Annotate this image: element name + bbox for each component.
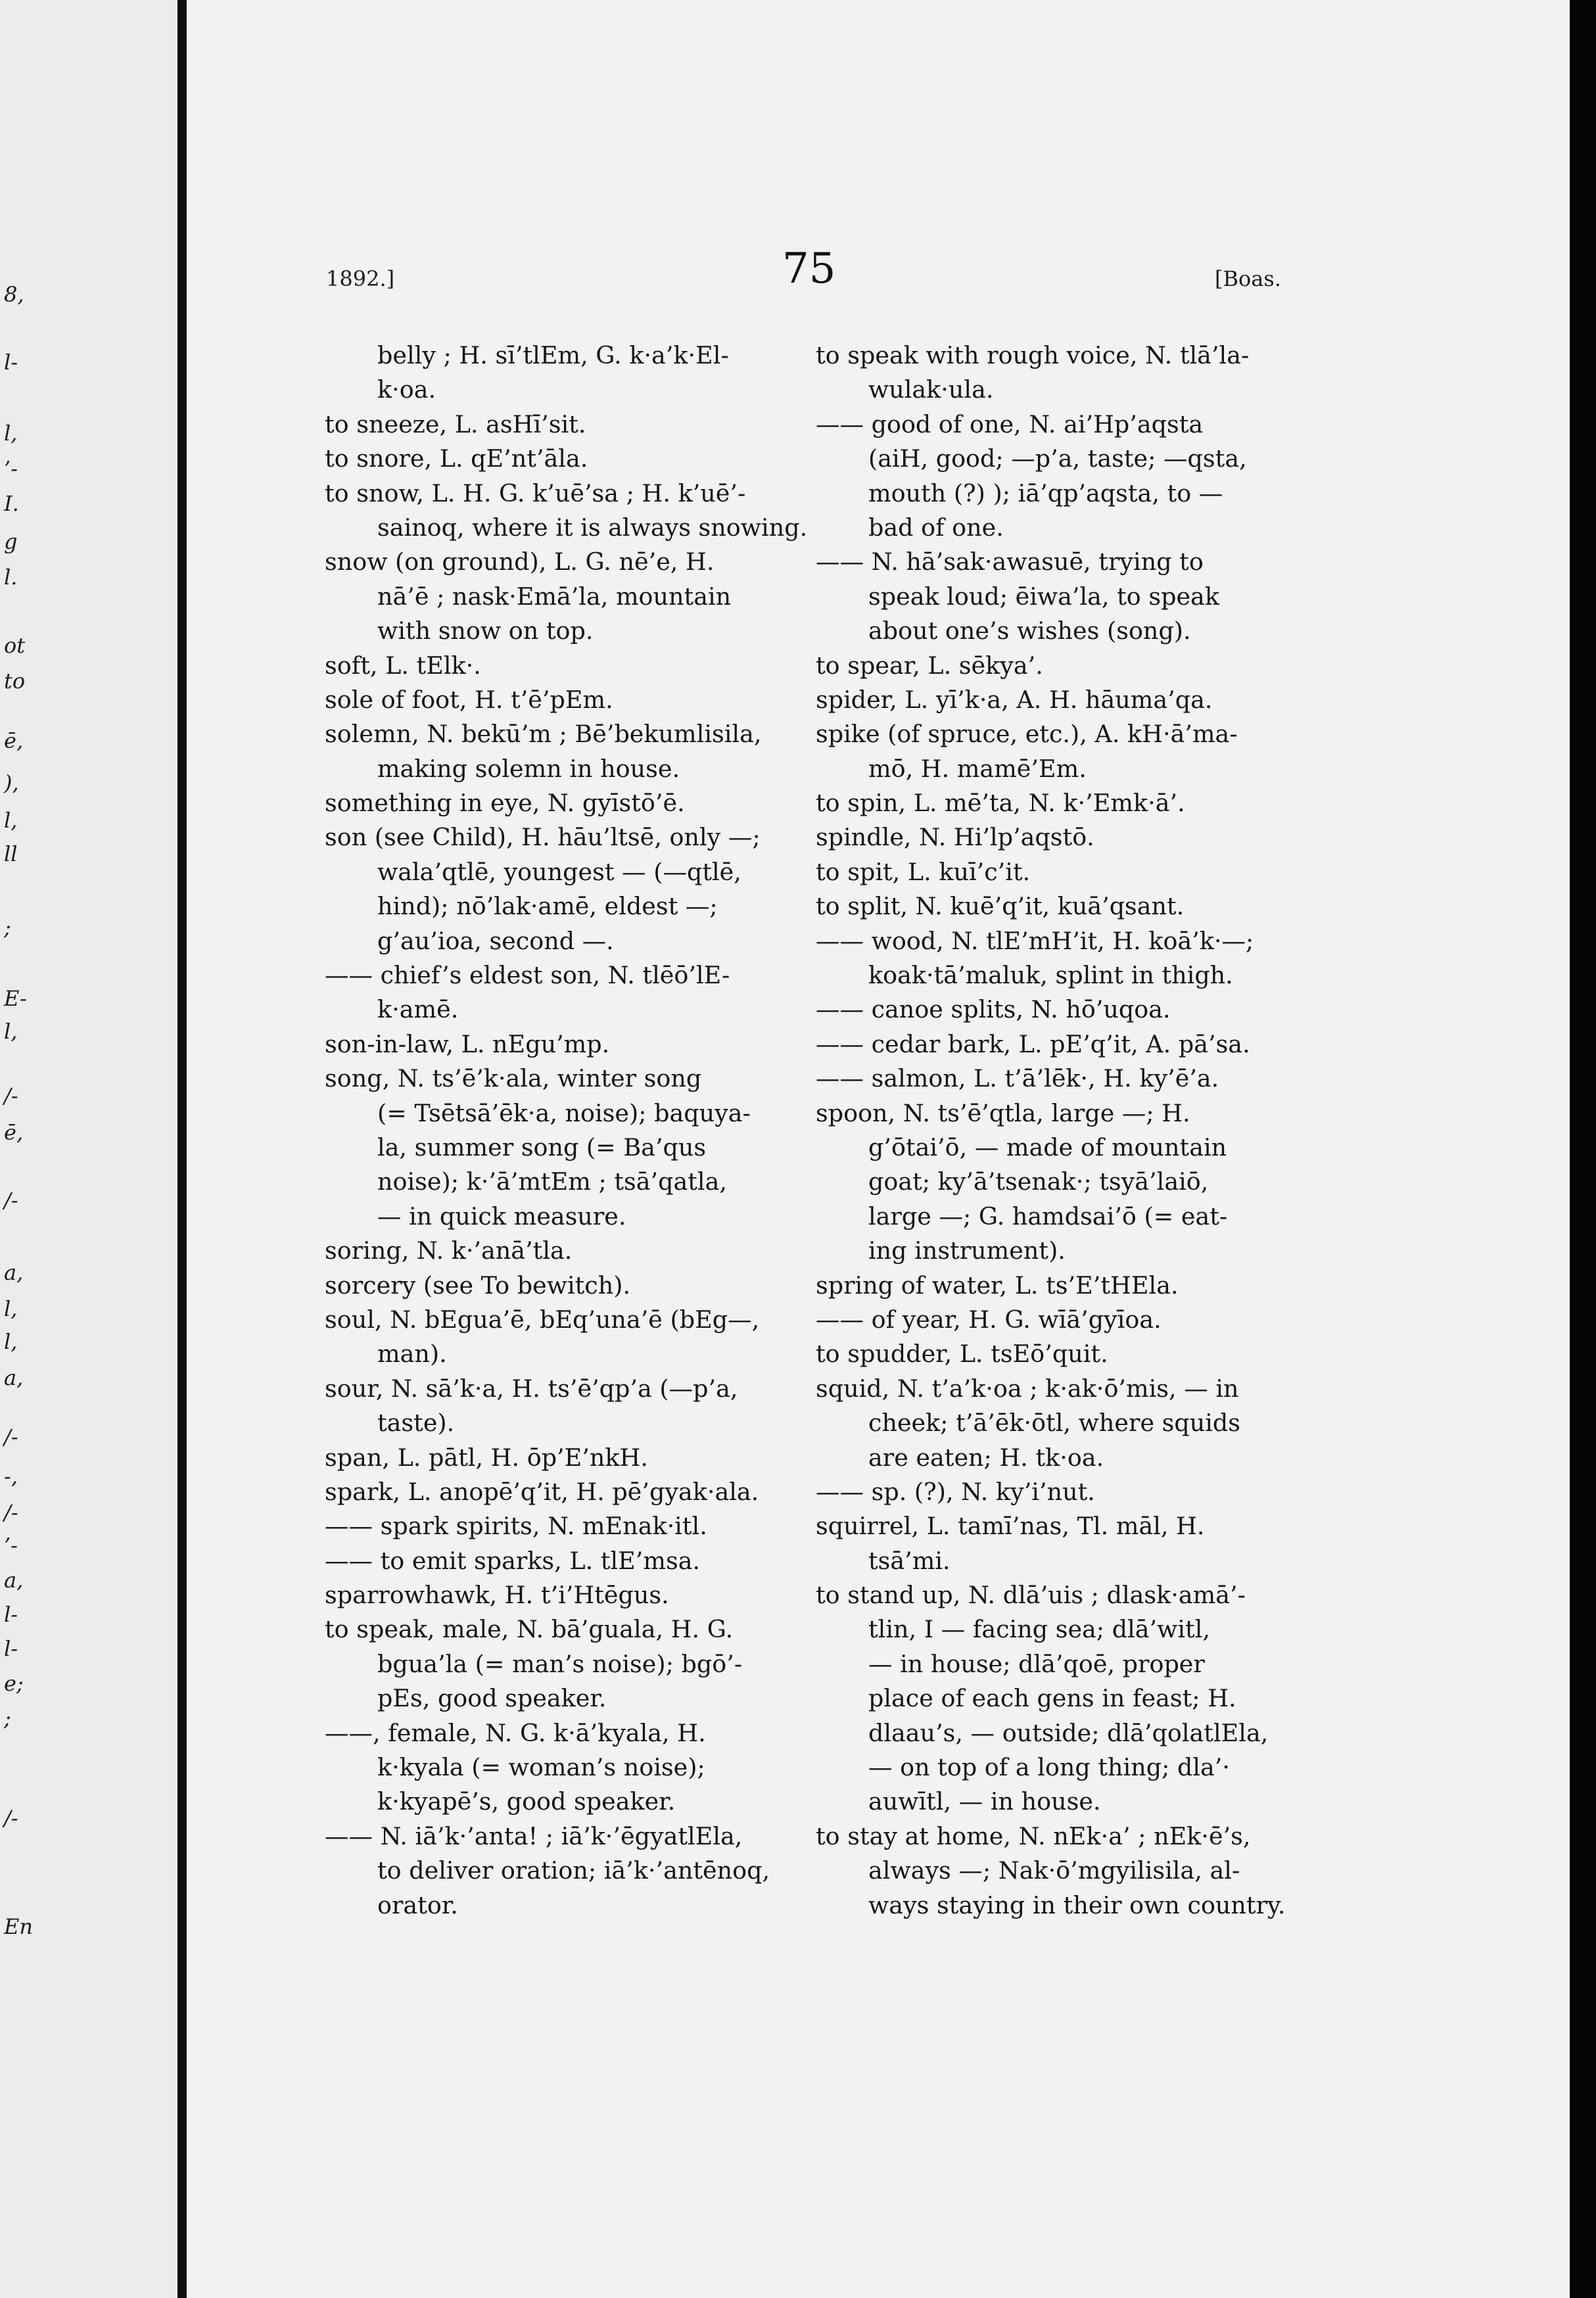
dictionary-line: sparrowhawk, H. t’i’Htēgus.	[325, 1581, 669, 1610]
dictionary-line: sorcery (see To bewitch).	[325, 1271, 631, 1300]
dictionary-line: to speak with rough voice, N. tlā’la-	[816, 341, 1250, 369]
previous-page-fragment: ot	[4, 633, 26, 658]
previous-page-fragment: l,	[4, 1296, 18, 1321]
previous-page-fragment: /-	[4, 1083, 18, 1108]
previous-page-fragment: /-	[4, 1806, 18, 1831]
running-head-author: [Boas.	[1215, 266, 1281, 291]
dictionary-line: soul, N. bEgua’ē, bEq’una’ē (bEg—,	[325, 1305, 760, 1334]
dictionary-line: to speak, male, N. bā’guala, H. G.	[325, 1615, 734, 1644]
dictionary-line: ing instrument).	[868, 1236, 1066, 1265]
previous-page-fragment: ),	[4, 770, 19, 795]
dictionary-line: —— of year, H. G. wīā’gyīoa.	[816, 1305, 1162, 1334]
dictionary-line: to sneeze, L. asHī’sit.	[325, 410, 586, 438]
dictionary-line: spike (of spruce, etc.), A. kH·ā’ma-	[816, 720, 1238, 749]
dictionary-line: hind); nō’lak·amē, eldest —;	[377, 892, 718, 921]
previous-page-fragment: a,	[4, 1260, 24, 1285]
dictionary-line: son (see Child), H. hāu’ltsē, only —;	[325, 823, 761, 852]
dictionary-line: sainoq, where it is always snowing.	[377, 513, 808, 542]
page-number: 75	[782, 245, 836, 293]
dictionary-line: place of each gens in feast; H.	[868, 1684, 1236, 1713]
dictionary-line: large —; G. hamdsai’ō (= eat-	[868, 1202, 1228, 1231]
previous-page-fragment: to	[4, 668, 26, 693]
dictionary-line: pEs, good speaker.	[377, 1684, 607, 1713]
dictionary-line: —— cedar bark, L. pE’q’it, A. pā’sa.	[816, 1029, 1250, 1058]
dictionary-line: k·kyapē’s, good speaker.	[377, 1787, 676, 1816]
dictionary-line: span, L. pātl, H. ōp’E’nkH.	[325, 1443, 648, 1472]
dictionary-line: song, N. ts’ē’k·ala, winter song	[325, 1064, 702, 1093]
previous-page-fragment: l-	[4, 1602, 18, 1627]
dictionary-line: to spear, L. sēkya’.	[816, 651, 1043, 680]
dictionary-line: —— to emit sparks, L. tlE’msa.	[325, 1546, 701, 1575]
previous-page-fragment: I.	[4, 491, 19, 516]
dictionary-line: soft, L. tElk·.	[325, 651, 481, 680]
dictionary-line: about one’s wishes (song).	[868, 617, 1191, 645]
dictionary-line: —— N. iā’k·’anta! ; iā’k·’ēgyatlEla,	[325, 1821, 743, 1850]
dictionary-line: squirrel, L. tamī’nas, Tl. māl, H.	[816, 1512, 1205, 1541]
dictionary-line: to stand up, N. dlā’uis ; dlask·amā’-	[816, 1581, 1246, 1610]
dictionary-line: nā’ē ; nask·Emā’la, mountain	[377, 582, 732, 611]
previous-page-fragment: l,	[4, 1329, 18, 1354]
previous-page-fragment: ;	[4, 915, 11, 940]
previous-page-fragment: ’-	[4, 456, 18, 481]
dictionary-line: tlin, I — facing sea; dlā’witl,	[868, 1615, 1210, 1644]
dictionary-line: are eaten; H. tk·oa.	[868, 1443, 1104, 1472]
dictionary-line: k·oa.	[377, 375, 436, 404]
previous-page-fragment: l,	[4, 421, 18, 446]
dictionary-line: —— salmon, L. t’ā’lēk·, H. ky’ē’a.	[816, 1064, 1219, 1093]
dictionary-line: koak·tā’maluk, splint in thigh.	[868, 961, 1233, 990]
dictionary-line: noise); k·’ā’mtEm ; tsā’qatla,	[377, 1167, 727, 1196]
dictionary-line: —— chief’s eldest son, N. tlēō’lE-	[325, 961, 730, 990]
dictionary-line: —— good of one, N. ai’Hp’aqsta	[816, 410, 1204, 438]
dictionary-line: g’ōtai’ō, — made of mountain	[868, 1133, 1227, 1161]
dictionary-line: to spudder, L. tsEō’quit.	[816, 1340, 1108, 1369]
dictionary-line: spoon, N. ts’ē’qtla, large —; H.	[816, 1098, 1190, 1127]
dictionary-line: k·kyala (= woman’s noise);	[377, 1753, 705, 1782]
previous-page-fragment: e;	[4, 1671, 24, 1696]
previous-page-fragment: a,	[4, 1568, 24, 1593]
dictionary-line: son-in-law, L. nEgu’mp.	[325, 1029, 610, 1058]
previous-page-fragment: /-	[4, 1424, 18, 1449]
dictionary-line: auwītl, — in house.	[868, 1787, 1101, 1816]
dictionary-line: to spin, L. mē’ta, N. k·’Emk·ā’.	[816, 789, 1185, 818]
dictionary-line: sour, N. sā’k·a, H. ts’ē’qp’a (—p’a,	[325, 1374, 738, 1403]
dictionary-line: ways staying in their own country.	[868, 1890, 1286, 1919]
page-edge-shadow	[1570, 0, 1596, 2298]
previous-page-fragment: En	[4, 1914, 33, 1939]
dictionary-line: spark, L. anopē’q’it, H. pē’gyak·ala.	[325, 1477, 759, 1506]
dictionary-line: mō, H. mamē’Em.	[868, 754, 1087, 783]
dictionary-line: wala’qtlē, youngest — (—qtlē,	[377, 857, 741, 886]
left-column	[325, 339, 808, 1923]
dictionary-line: taste).	[377, 1409, 455, 1438]
previous-page-edge	[0, 0, 177, 2298]
dictionary-page	[187, 0, 1570, 2298]
dictionary-line: —— spark spirits, N. mEnak·itl.	[325, 1512, 707, 1541]
dictionary-line: orator.	[377, 1890, 458, 1919]
dictionary-line: always —; Nak·ō’mgyilisila, al-	[868, 1856, 1240, 1885]
dictionary-line: ——, female, N. G. k·ā’kyala, H.	[325, 1718, 706, 1747]
dictionary-line: wulak·ula.	[868, 375, 994, 404]
dictionary-line: snow (on ground), L. G. nē’e, H.	[325, 548, 715, 576]
previous-page-fragment: l,	[4, 808, 18, 833]
running-head-year: 1892.]	[326, 266, 395, 291]
dictionary-line: sole of foot, H. t’ē’pEm.	[325, 685, 613, 714]
dictionary-line: man).	[377, 1340, 447, 1369]
book-gutter	[177, 0, 187, 2298]
dictionary-line: dlaau’s, — outside; dlā’qolatlEla,	[868, 1718, 1269, 1747]
previous-page-fragment: ē,	[4, 728, 24, 753]
dictionary-line: to snore, L. qE’nt’āla.	[325, 444, 588, 473]
dictionary-line: — in house; dlā’qoē, proper	[868, 1649, 1205, 1678]
dictionary-line: to deliver oration; iā’k·’antēnoq,	[377, 1856, 770, 1885]
dictionary-line: something in eye, N. gyīstō’ē.	[325, 789, 685, 818]
dictionary-line: to snow, L. H. G. k’uē’sa ; H. k’uē’-	[325, 479, 746, 507]
dictionary-line: solemn, N. bekū’m ; Bē’bekumlisila,	[325, 720, 762, 749]
dictionary-line: —— canoe splits, N. hō’uqoa.	[816, 995, 1171, 1024]
previous-page-fragment: ē,	[4, 1120, 24, 1145]
dictionary-line: making solemn in house.	[377, 754, 680, 783]
dictionary-line: bgua’la (= man’s noise); bgō’-	[377, 1649, 743, 1678]
dictionary-line: to stay at home, N. nEk·a’ ; nEk·ē’s,	[816, 1821, 1251, 1850]
previous-page-fragment: ll	[4, 841, 18, 866]
right-column	[816, 339, 1289, 1923]
dictionary-line: —— wood, N. tlE’mH’it, H. koā’k·—;	[816, 926, 1254, 955]
dictionary-line: spider, L. yī’k·a, A. H. hāuma’qa.	[816, 685, 1213, 714]
previous-page-fragment: -,	[4, 1464, 18, 1489]
previous-page-fragment: E-	[4, 986, 27, 1011]
dictionary-line: k·amē.	[377, 995, 459, 1024]
dictionary-line: to split, N. kuē’q’it, kuā’qsant.	[816, 892, 1185, 921]
previous-page-fragment: a,	[4, 1365, 24, 1390]
previous-page-fragment: l-	[4, 1636, 18, 1661]
dictionary-line: belly ; H. sī’tlEm, G. k·a’k·El-	[377, 341, 729, 369]
dictionary-line: with snow on top.	[377, 617, 594, 645]
previous-page-fragment: /-	[4, 1188, 18, 1213]
dictionary-line: tsā’mi.	[868, 1546, 951, 1575]
previous-page-fragment: ;	[4, 1706, 11, 1731]
dictionary-line: goat; ky’ā’tsenak·; tsyā’laiō,	[868, 1167, 1209, 1196]
dictionary-line: — in quick measure.	[377, 1202, 626, 1231]
dictionary-line: —— sp. (?), N. ky’i’nut.	[816, 1477, 1095, 1506]
previous-page-fragment: l-	[4, 350, 18, 375]
dictionary-line: spring of water, L. ts’E’tHEla.	[816, 1271, 1179, 1300]
dictionary-line: —— N. hā’sak·awasuē, trying to	[816, 548, 1204, 576]
dictionary-line: cheek; t’ā’ēk·ōtl, where squids	[868, 1409, 1241, 1438]
dictionary-line: g’au’ioa, second —.	[377, 926, 614, 955]
dictionary-line: la, summer song (= Ba’qus	[377, 1133, 707, 1161]
previous-page-fragment: l.	[4, 565, 18, 590]
previous-page-fragment: 8,	[4, 282, 24, 307]
dictionary-line: (= Tsētsā’ēk·a, noise); baquya-	[377, 1098, 751, 1127]
dictionary-line: — on top of a long thing; dla’·	[868, 1753, 1230, 1782]
dictionary-line: (aiH, good; —p’a, taste; —qsta,	[868, 444, 1247, 473]
previous-page-fragment: g	[4, 529, 18, 554]
dictionary-line: spindle, N. Hi’lp’aqstō.	[816, 823, 1094, 852]
dictionary-line: speak loud; ēiwa’la, to speak	[868, 582, 1219, 611]
dictionary-line: squid, N. t’a’k·oa ; k·ak·ō’mis, — in	[816, 1374, 1239, 1403]
dictionary-line: to spit, L. kuī’c’it.	[816, 857, 1031, 886]
dictionary-line: soring, N. k·’anā’tla.	[325, 1236, 573, 1265]
previous-page-fragment: l,	[4, 1019, 18, 1044]
previous-page-fragment: ’-	[4, 1533, 18, 1558]
dictionary-line: mouth (?) ); iā’qp’aqsta, to —	[868, 479, 1223, 507]
dictionary-line: bad of one.	[868, 513, 1004, 542]
previous-page-fragment: /-	[4, 1500, 18, 1525]
